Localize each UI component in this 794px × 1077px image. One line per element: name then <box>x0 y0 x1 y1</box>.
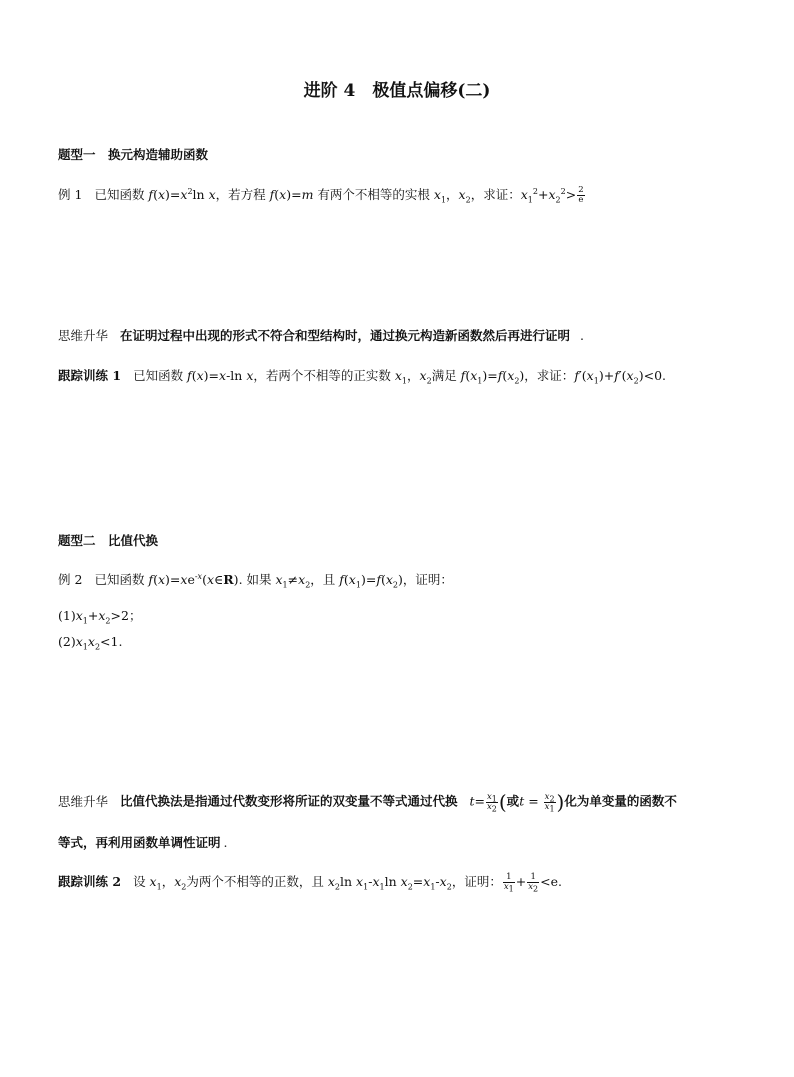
example-2-part2: $(2)x_1x_2<1$. <box>58 634 123 652</box>
summary-label: 思维升华 <box>58 793 109 809</box>
training-label: 跟踪训练 1 <box>58 368 122 383</box>
training-1: 跟踪训练 1 已知函数 f(x)=x-ln x，若两个不相等的正实数 $x_1$，$x_2$满足 $f(x_1)=f(x_2)$，求证：$f'(x_1)+f'(x_2)<0$. <box>58 368 666 386</box>
fraction-2-over-e: $\frac{2}{e}$ <box>578 185 584 205</box>
section-heading-type2: 题型二 比值代换 <box>58 533 159 548</box>
training-label: 跟踪训练 2 <box>58 874 122 889</box>
section-heading-type1: 题型一 换元构造辅助函数 <box>58 147 209 162</box>
summary-1: 思维升华 在证明过程中出现的形式不符合和型结构时，通过换元构造新函数然后再进行证明 . <box>58 328 585 343</box>
example-2: 例 2 已知函数 $f(x)=xe^{-x}(x\in R)$. 如果 $x_1\ne x_2$，且 $f(x_1)=f(x_2)$，证明： <box>58 571 453 590</box>
summary-2: 思维升华 比值代换法是指通过代数变形将所证的双变量不等式通过代换 t= $\frac{x_1}{x_2}$ (或t = $\frac{x_2}{x_1}$ )化为单变量的函数不 <box>58 790 677 814</box>
page-title: 进阶 4 极值点偏移(二) <box>303 81 491 101</box>
example-2-part1: $(1)x_1+x_2>2$； <box>58 608 142 626</box>
example-label: 例 1 <box>58 187 83 202</box>
example-1: 例 1 已知函数 $f(x)=x^2\ln$ x，若方程 f(x)=m 有两个不相等的实根 $x_1$，$x_2$，求证：$x_1^2+x_2^2>$ $\frac{2}{e}$ <box>58 185 584 205</box>
example-label: 例 2 <box>58 572 83 587</box>
summary-2-cont: 等式，再利用函数单调性证明 . <box>58 835 228 850</box>
summary-label: 思维升华 <box>58 328 109 343</box>
training-2: 跟踪训练 2 设 $x_1$，$x_2$为两个不相等的正数，且 $x_2\ln$ $x_1-x_1\ln$ $x_2=x_1-x_2$，证明： $\frac{1}{x_1}$ + $\frac{1}{x_2}$ <e. <box>58 872 562 894</box>
